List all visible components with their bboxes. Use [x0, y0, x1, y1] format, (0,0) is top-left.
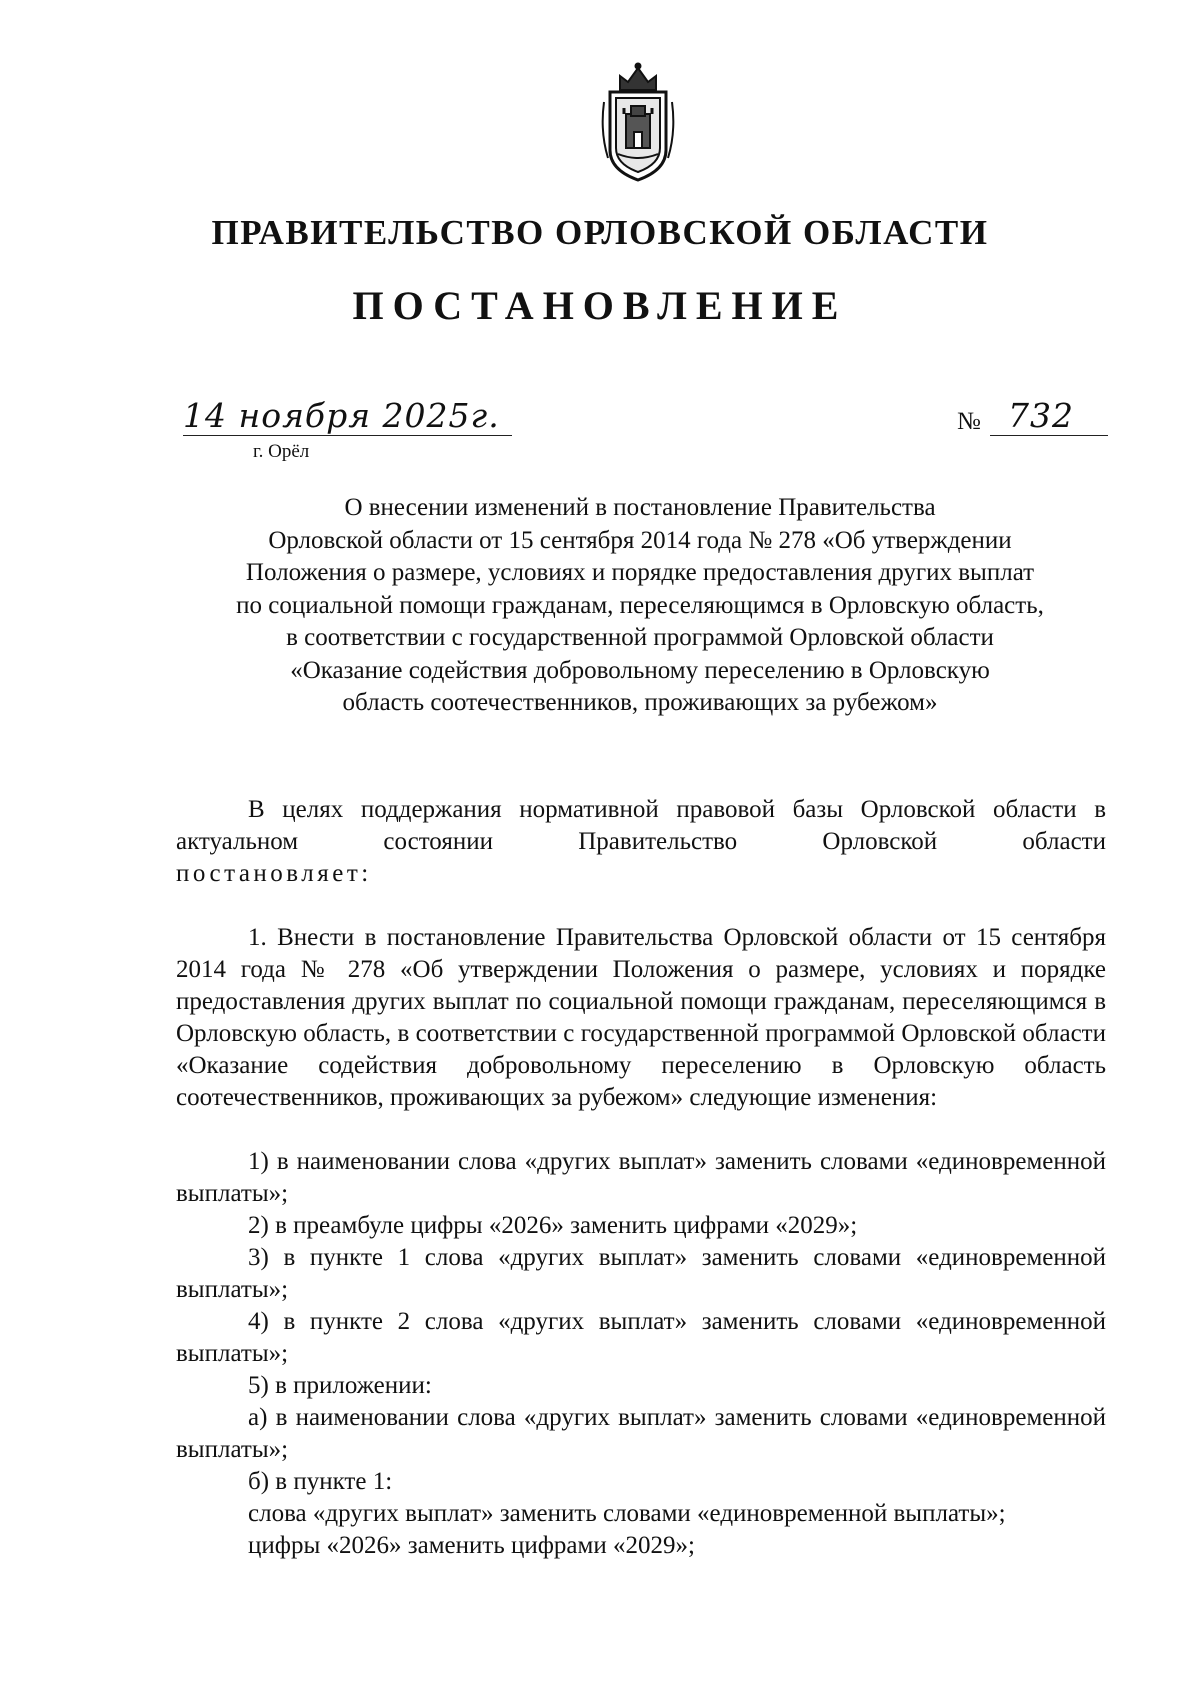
decree-title: ПОСТАНОВЛЕНИЕ: [352, 283, 848, 328]
subject-line: Положения о размере, условиях и порядке предоставления других выплат: [245, 559, 1035, 586]
handwritten-number: 732: [990, 396, 1108, 436]
preamble-text: В целях поддержания нормативной правовой базы Орловской области в актуальном состоянии Правительство Орловской области: [176, 796, 1106, 855]
preamble: [176, 794, 1106, 890]
government-title: ПРАВИТЕЛЬСТВО ОРЛОВСКОЙ ОБЛАСТИ: [211, 213, 989, 252]
handwritten-date: 14 ноября 2025г.: [183, 396, 512, 436]
subject-line: Орловской области от 15 сентября 2014 года № 278 «Об утверждении: [268, 526, 1012, 554]
subject-heading: [170, 492, 1110, 720]
clause-1: [176, 922, 1106, 1114]
amendment-item-4: 4) в пункте 2 слова «других выплат» заменить словами «единовременной выплаты»;: [176, 1308, 1106, 1367]
subject-line: по социальной помощи гражданам, переселяющимся в Орловскую область,: [236, 591, 1044, 619]
amendment-item-1: 1) в наименовании слова «других выплат» заменить словами «единовременной выплаты»;: [176, 1148, 1106, 1207]
amendment-item-5b-words: слова «других выплат» заменить словами «единовременной выплаты»;: [248, 1500, 1006, 1527]
subject-line: О внесении изменений в постановление Правительства: [344, 494, 936, 521]
number-label: №: [957, 408, 981, 435]
amendment-item-5a: а) в наименовании слова «других выплат» заменить словами «единовременной выплаты»;: [176, 1404, 1106, 1463]
city-label: г. Орёл: [253, 441, 310, 462]
amendment-item-5b-digits: цифры «2026» заменить цифрами «2029»;: [248, 1532, 695, 1559]
amendment-item-3: 3) в пункте 1 слова «других выплат» заменить словами «единовременной выплаты»;: [176, 1244, 1106, 1303]
amendment-item-5b: б) в пункте 1:: [248, 1468, 393, 1495]
coat-of-arms-icon: [598, 62, 678, 186]
amendments-list: [176, 1146, 1106, 1562]
resolves-word: постановляет:: [176, 860, 372, 887]
clause-1-text: 1. Внести в постановление Правительства Орловской области от 15 сентября 2014 года № 278 «Об утверждении Положения о размере, условиях и порядке предоставления других выплат по социальной помощи гражданам, переселяющимся в Орловскую область, в соответствии с государственной программой Орловской области «Оказание содействия добровольному переселению в Орловскую область соотечественников, проживающих за рубежом» следующие изменения:: [176, 924, 1106, 1111]
subject-line: «Оказание содействия добровольному переселению в Орловскую: [290, 656, 990, 684]
subject-line: в соответствии с государственной программой Орловской области: [286, 624, 994, 651]
amendment-item-2: 2) в преамбуле цифры «2026» заменить цифрами «2029»;: [248, 1212, 858, 1239]
subject-line: область соотечественников, проживающих за рубежом»: [342, 689, 938, 716]
amendment-item-5: 5) в приложении:: [248, 1372, 432, 1399]
